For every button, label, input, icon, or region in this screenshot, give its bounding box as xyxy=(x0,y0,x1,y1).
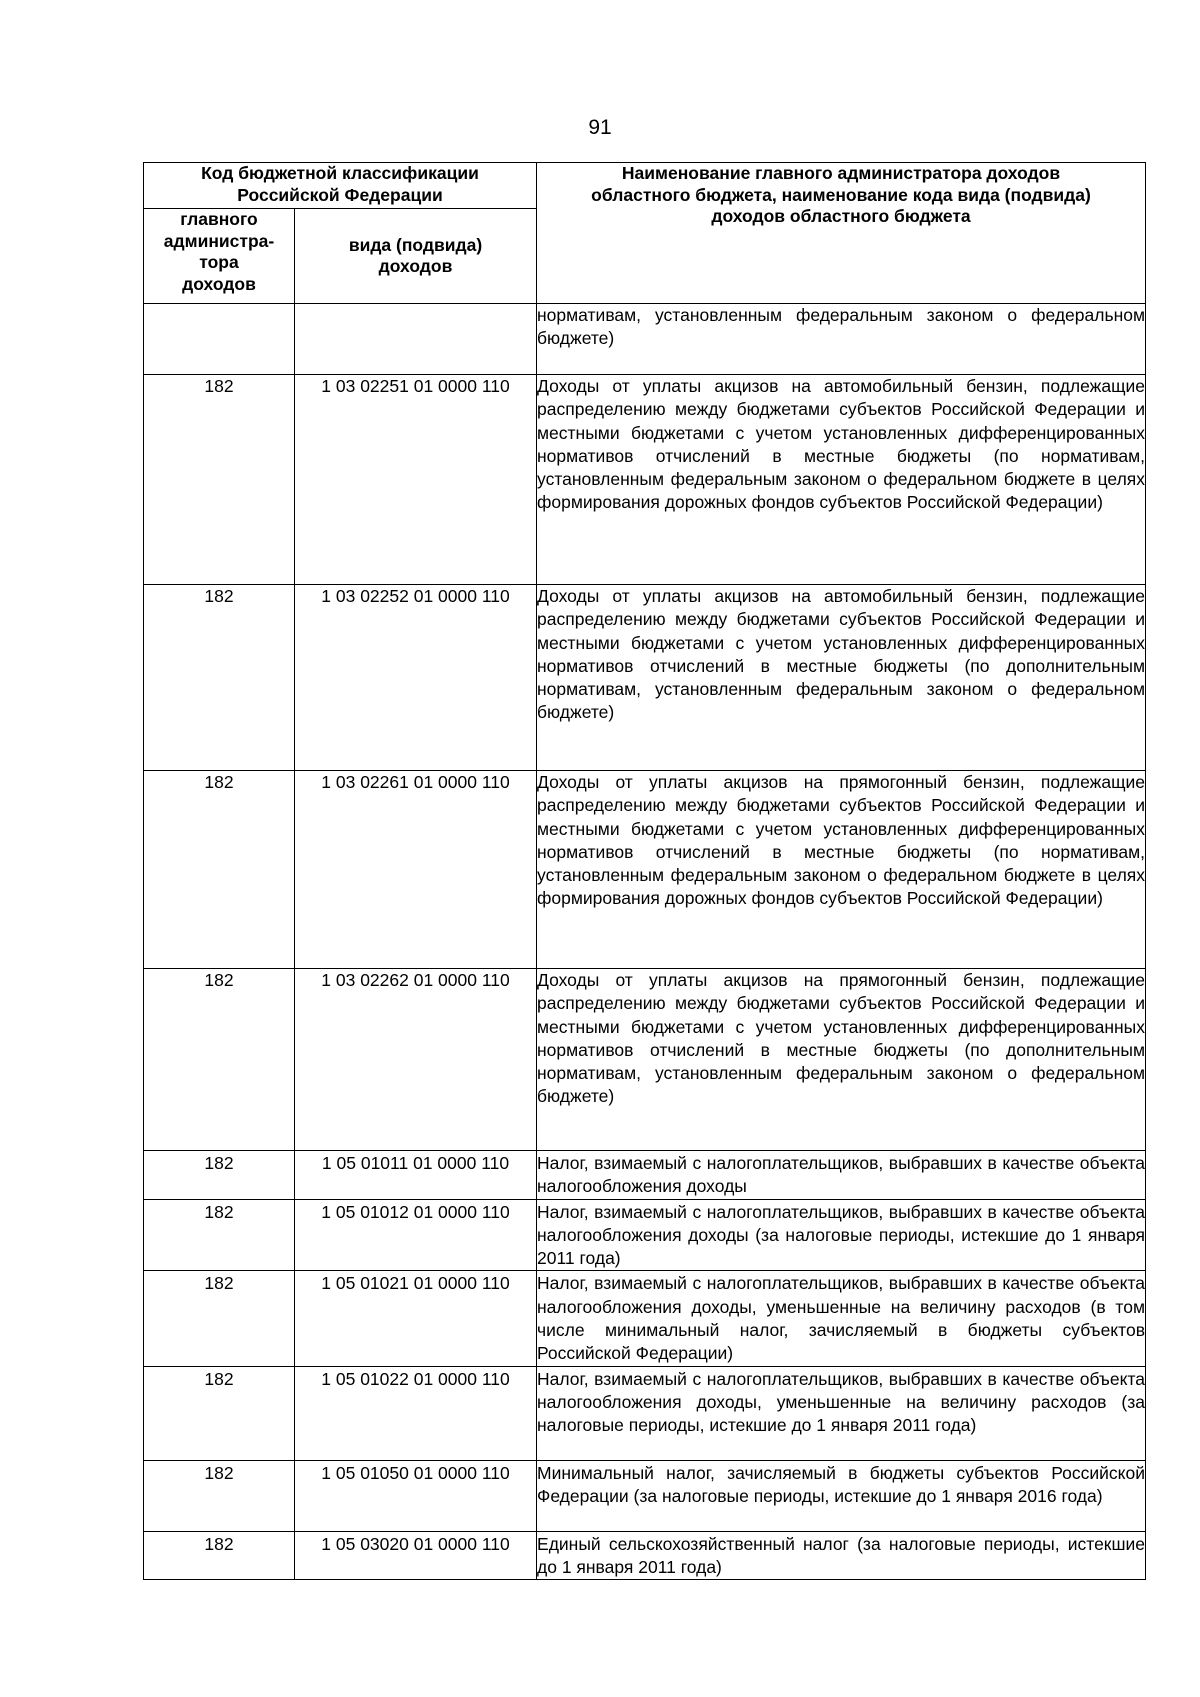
table-row xyxy=(144,1199,1146,1271)
header-col-admin: главного администра- тора доходов xyxy=(144,209,295,304)
table-row xyxy=(144,304,1146,375)
table-row xyxy=(144,375,1146,585)
header-col-name: Наименование главного администратора доходов областного бюджета, наименование кода вида (подвида) доходов областного бюджета xyxy=(537,163,1146,304)
description-cell: нормативам, установленным федеральным законом о федеральном бюджете) xyxy=(537,304,1146,375)
description-cell: Доходы от уплаты акцизов на автомобильный бензин, подлежащие распределению между бюджетами субъектов Российской Федерации и местными бюджетами с учетом установленных дифференцированных нормативов отчислений в местные бюджеты (по дополнительным нормативам, установленным федеральным законом о федеральном бюджете) xyxy=(537,585,1146,771)
table-row xyxy=(144,1271,1146,1366)
description-cell: Налог, взимаемый с налогоплательщиков, выбравших в качестве объекта налогообложения доходы, уменьшенные на величину расходов (за налоговые периоды, истекшие до 1 января 2011 года) xyxy=(537,1366,1146,1460)
description-cell: Налог, взимаемый с налогоплательщиков, выбравших в качестве объекта налогообложения доходы (за налоговые периоды, истекшие до 1 января 2011 года) xyxy=(537,1199,1146,1271)
description-cell: Доходы от уплаты акцизов на прямогонный бензин, подлежащие распределению между бюджетами субъектов Российской Федерации и местными бюджетами с учетом установленных дифференцированных нормативов отчислений в местные бюджеты (по нормативам, установленным федеральным законом о федеральном бюджете в целях формирования дорожных фондов субъектов Российской Федерации) xyxy=(537,771,1146,969)
revenue-code-cell xyxy=(295,304,537,375)
budget-classification-table xyxy=(143,162,1146,1580)
description-cell: Налог, взимаемый с налогоплательщиков, выбравших в качестве объекта налогообложения доходы, уменьшенные на величину расходов (в том числе минимальный налог, зачисляемый в бюджеты субъектов Российской Федерации) xyxy=(537,1271,1146,1366)
header-col-code: вида (подвида) доходов xyxy=(295,209,537,304)
table-row xyxy=(144,585,1146,771)
description-cell: Доходы от уплаты акцизов на автомобильный бензин, подлежащие распределению между бюджетами субъектов Российской Федерации и местными бюджетами с учетом установленных дифференцированных нормативов отчислений в местные бюджеты (по нормативам, установленным федеральным законом о федеральном бюджете в целях формирования дорожных фондов субъектов Российской Федерации) xyxy=(537,375,1146,585)
revenue-code-cell: 1 05 01011 01 0000 110 xyxy=(295,1151,537,1200)
page-number: 91 xyxy=(588,116,612,139)
table-row xyxy=(144,771,1146,969)
admin-code-cell: 182 xyxy=(144,1531,295,1580)
admin-code-cell: 182 xyxy=(144,585,295,771)
revenue-code-cell: 1 05 01012 01 0000 110 xyxy=(295,1199,537,1271)
table-row xyxy=(144,969,1146,1151)
revenue-code-cell: 1 03 02262 01 0000 110 xyxy=(295,969,537,1151)
admin-code-cell: 182 xyxy=(144,1199,295,1271)
admin-code-cell xyxy=(144,304,295,375)
table-row xyxy=(144,1366,1146,1460)
revenue-code-cell: 1 03 02251 01 0000 110 xyxy=(295,375,537,585)
admin-code-cell: 182 xyxy=(144,1151,295,1200)
description-cell: Единый сельскохозяйственный налог (за налоговые периоды, истекшие до 1 января 2011 года) xyxy=(537,1531,1146,1580)
admin-code-cell: 182 xyxy=(144,771,295,969)
table-row xyxy=(144,1151,1146,1200)
admin-code-cell: 182 xyxy=(144,1271,295,1366)
revenue-code-cell: 1 05 01022 01 0000 110 xyxy=(295,1366,537,1460)
description-cell: Налог, взимаемый с налогоплательщиков, выбравших в качестве объекта налогообложения доходы xyxy=(537,1151,1146,1200)
admin-code-cell: 182 xyxy=(144,1460,295,1531)
revenue-code-cell: 1 05 03020 01 0000 110 xyxy=(295,1531,537,1580)
header-group-label: Код бюджетной классификации Российской Федерации xyxy=(144,163,537,209)
admin-code-cell: 182 xyxy=(144,375,295,585)
description-cell: Доходы от уплаты акцизов на прямогонный бензин, подлежащие распределению между бюджетами субъектов Российской Федерации и местными бюджетами с учетом установленных дифференцированных нормативов отчислений в местные бюджеты (по дополнительным нормативам, установленным федеральным законом о федеральном бюджете) xyxy=(537,969,1146,1151)
revenue-code-cell: 1 05 01050 01 0000 110 xyxy=(295,1460,537,1531)
admin-code-cell: 182 xyxy=(144,1366,295,1460)
revenue-code-cell: 1 03 02261 01 0000 110 xyxy=(295,771,537,969)
revenue-code-cell: 1 03 02252 01 0000 110 xyxy=(295,585,537,771)
table-row xyxy=(144,1531,1146,1580)
table-row xyxy=(144,1460,1146,1531)
description-cell: Минимальный налог, зачисляемый в бюджеты субъектов Российской Федерации (за налоговые периоды, истекшие до 1 января 2016 года) xyxy=(537,1460,1146,1531)
admin-code-cell: 182 xyxy=(144,969,295,1151)
revenue-code-cell: 1 05 01021 01 0000 110 xyxy=(295,1271,537,1366)
